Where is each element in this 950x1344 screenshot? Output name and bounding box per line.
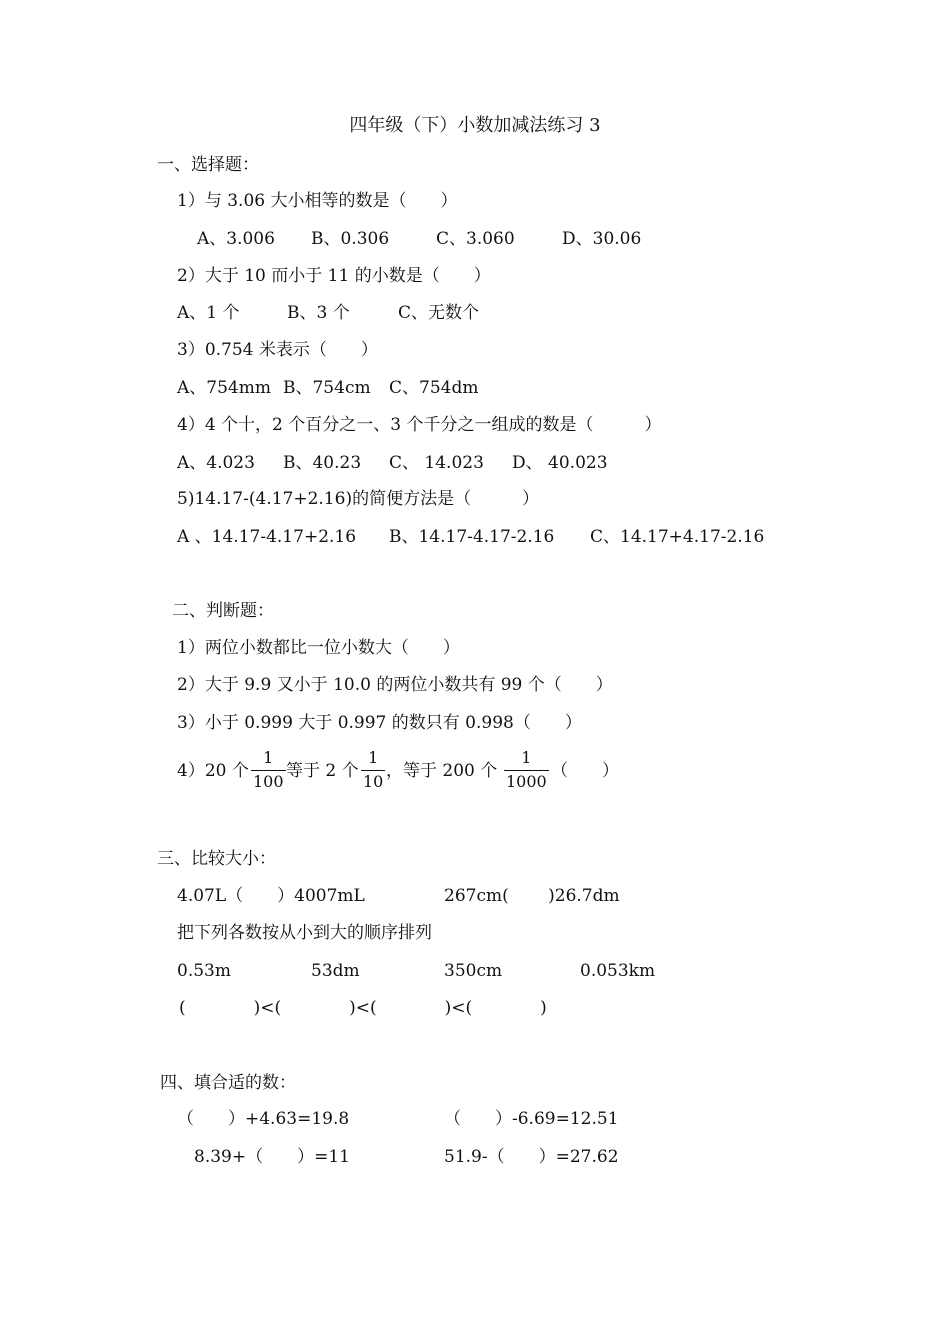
- fraction-bar: [251, 770, 286, 771]
- fraction-numerator: 1: [263, 748, 274, 767]
- section-heading-compare: 三、比较大小：: [157, 849, 276, 869]
- option-d: D、 40.023: [512, 453, 608, 473]
- question-stem: 5)14.17-(4.17+2.16)的简便方法是（ ）: [177, 489, 540, 509]
- question-stem: 3）0.754 米表示（ ）: [177, 340, 378, 360]
- fraction-denominator: 10: [363, 772, 384, 791]
- fill-equation: 51.9-（ ）=27.62: [444, 1147, 619, 1167]
- order-value: 0.53m: [177, 961, 231, 981]
- judge-item: 2）大于 9.9 又小于 10.0 的两位小数共有 99 个（ ）: [177, 675, 613, 695]
- order-value: 53dm: [311, 961, 360, 981]
- option-c: C、14.17+4.17-2.16: [590, 527, 765, 547]
- fraction-numerator: 1: [368, 748, 379, 767]
- judge-item-part: ，等于 200 个: [386, 761, 498, 781]
- option-a: A、754mm: [177, 378, 271, 398]
- option-c: C、 14.023: [389, 453, 484, 473]
- compare-item: 267cm( )26.7dm: [444, 886, 620, 906]
- judge-item: 1）两位小数都比一位小数大（ ）: [177, 638, 460, 658]
- fraction-denominator: 1000: [506, 772, 547, 791]
- option-a: A 、14.17-4.17+2.16: [177, 527, 357, 547]
- fraction-denominator: 100: [253, 772, 284, 791]
- order-blanks: ( )<( )<( )<( ): [179, 998, 547, 1018]
- option-a: A、3.006: [197, 229, 275, 249]
- order-value: 0.053km: [580, 961, 656, 981]
- judge-item-part: 4）20 个: [177, 761, 249, 781]
- fraction-bar: [361, 770, 385, 771]
- option-b: B、3 个: [287, 303, 350, 323]
- judge-item: 3）小于 0.999 大于 0.997 的数只有 0.998（ ）: [177, 713, 582, 733]
- fraction-numerator: 1: [521, 748, 532, 767]
- option-b: B、14.17-4.17-2.16: [389, 527, 555, 547]
- judge-item-part: （ ）: [551, 761, 619, 781]
- section-heading-choice: 一、选择题：: [157, 155, 259, 175]
- option-c: C、754dm: [389, 378, 479, 398]
- question-stem: 1）与 3.06 大小相等的数是（ ）: [177, 191, 458, 211]
- section-heading-fill: 四、填合适的数：: [160, 1073, 296, 1093]
- fraction-bar: [504, 770, 549, 771]
- option-c: C、3.060: [436, 229, 515, 249]
- page-title: 四年级（下）小数加减法练习 3: [349, 115, 601, 136]
- fill-equation: （ ）-6.69=12.51: [444, 1109, 619, 1129]
- question-stem: 4）4 个十，2 个百分之一、3 个千分之一组成的数是（ ）: [177, 415, 662, 435]
- order-prompt: 把下列各数按从小到大的顺序排列: [177, 923, 432, 943]
- section-heading-judge: 二、判断题：: [172, 601, 274, 621]
- order-value: 350cm: [444, 961, 503, 981]
- fraction-one-thousandth: [504, 749, 549, 791]
- fill-equation: 8.39+（ ）=11: [194, 1147, 350, 1167]
- fraction-one-hundredth: [251, 749, 286, 791]
- fraction-one-tenth: [361, 749, 385, 791]
- option-b: B、0.306: [311, 229, 390, 249]
- compare-item: 4.07L（ ）4007mL: [177, 886, 365, 906]
- judge-item-part: 等于 2 个: [286, 761, 359, 781]
- option-b: B、40.23: [283, 453, 362, 473]
- option-c: C、无数个: [398, 303, 480, 323]
- fill-equation: （ ）+4.63=19.8: [177, 1109, 350, 1129]
- option-a: A、1 个: [177, 303, 240, 323]
- question-stem: 2）大于 10 而小于 11 的小数是（ ）: [177, 266, 491, 286]
- option-b: B、754cm: [283, 378, 371, 398]
- option-a: A、4.023: [177, 453, 255, 473]
- option-d: D、30.06: [562, 229, 642, 249]
